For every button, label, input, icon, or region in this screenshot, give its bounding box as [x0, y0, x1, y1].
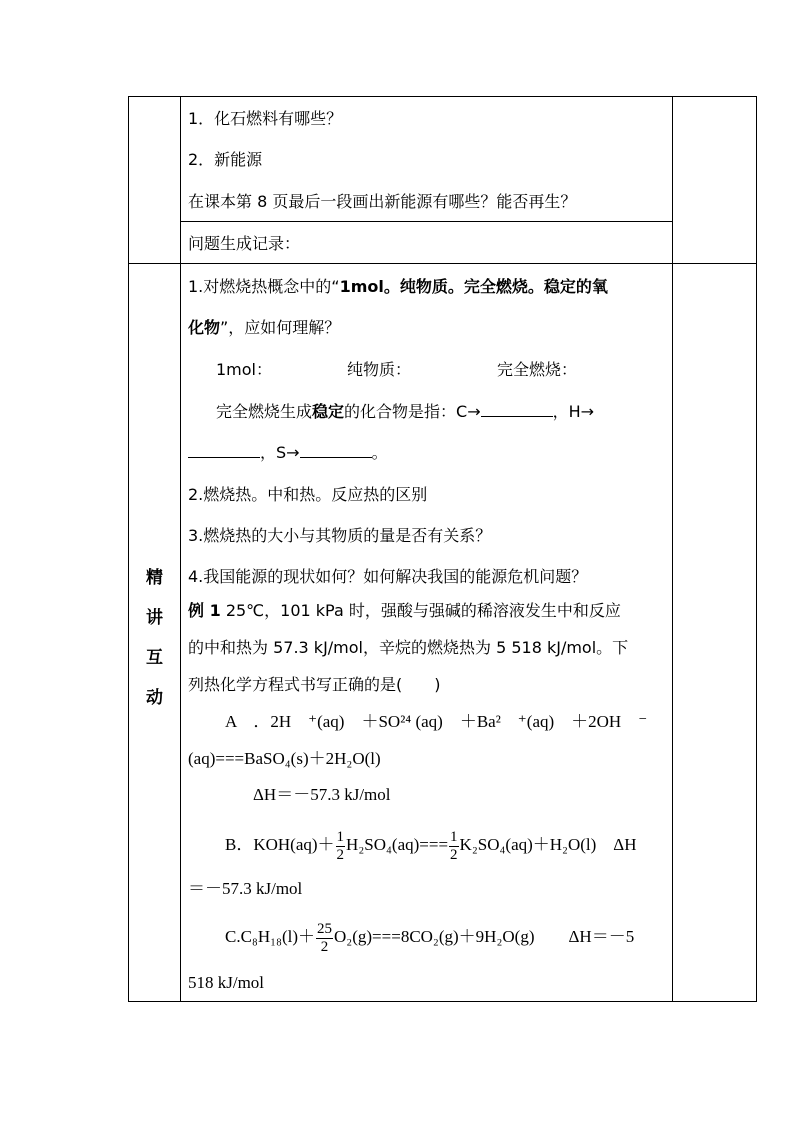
stable-compound-line: 完全燃烧生成稳定的化合物是指：C→ ，H→	[216, 402, 595, 421]
option-a-line-2: (aq)===BaSO₄(s)＋2H₂O(l)	[188, 749, 381, 768]
fraction-25-over-2: $\frac{25}{2}$	[317, 920, 333, 955]
example-1-line-1: 例 1 25℃，101 kPa 时，强酸与强碱的稀溶液发生中和反应	[188, 601, 621, 620]
section-label-char-2: 讲	[146, 608, 163, 628]
example-1-line-2: 的中和热为 57.3 kJ/mol，辛烷的燃烧热为 5 518 kJ/mol。下	[188, 638, 629, 657]
option-c-line-1: C.C₈H₁₈(l)＋ $\frac{25}{2}$ O₂(g)===8CO₂(g)＋9H₂O(g) ΔH＝－5	[225, 920, 635, 955]
column-divider-left	[180, 97, 181, 1001]
term-1mol: 1mol：	[216, 360, 273, 379]
option-a-line-1: A ．2H ⁺(aq) ＋SO²⁴ (aq) ＋Ba² ⁺(aq) ＋2OH ⁻	[225, 712, 648, 731]
item-4: 4.我国能源的现状如何？如何解决我国的能源危机问题？	[188, 567, 588, 586]
blank-h	[188, 443, 260, 458]
column-divider-right	[672, 97, 673, 1001]
lesson-table	[128, 96, 757, 1002]
term-pure-substance: 纯物质：	[347, 360, 412, 379]
example-1-line-3: 列热化学方程式书写正确的是( )	[188, 675, 441, 694]
item-1-line-1: 1.对燃烧热概念中的“1mol。纯物质。完全燃烧。稳定的氧	[188, 277, 608, 296]
section-label-char-1: 精	[146, 568, 163, 588]
item-2: 2.燃烧热。中和热。反应热的区别	[188, 485, 428, 504]
row-divider-record	[180, 221, 672, 222]
problem-record-label: 问题生成记录：	[188, 234, 301, 253]
term-complete-combustion: 完全燃烧：	[497, 360, 578, 379]
question-fossil-fuels: 1．化石燃料有哪些？	[188, 109, 343, 128]
option-c-line-2: 518 kJ/mol	[188, 973, 265, 992]
option-b-line-2: ＝－57.3 kJ/mol	[188, 879, 303, 898]
row-divider-section	[129, 263, 756, 264]
option-b-line-1: B．KOH(aq)＋ $\frac{1}{2}$ H₂SO₄(aq)=== $\frac{1}{2}$ K₂SO₄(aq)＋H₂O(l) ΔH	[225, 828, 637, 863]
blank-s	[300, 443, 372, 458]
fraction-half-2: $\frac{1}{2}$	[450, 828, 458, 863]
section-label-char-4: 动	[146, 688, 163, 708]
section-label-char-3: 互	[146, 648, 163, 668]
blank-c	[481, 402, 553, 417]
question-textbook: 在课本第 8 页最后一段画出新能源有哪些？能否再生？	[188, 192, 577, 211]
question-new-energy: 2．新能源	[188, 150, 263, 169]
item-3: 3.燃烧热的大小与其物质的量是否有关系？	[188, 526, 492, 545]
item-1-line-2: 化物”，应如何理解？	[188, 318, 341, 337]
stable-compound-line-2: ，S→ 。	[188, 443, 388, 463]
fraction-half-1: $\frac{1}{2}$	[336, 828, 345, 863]
option-a-line-3: ΔH＝－57.3 kJ/mol	[253, 785, 391, 804]
